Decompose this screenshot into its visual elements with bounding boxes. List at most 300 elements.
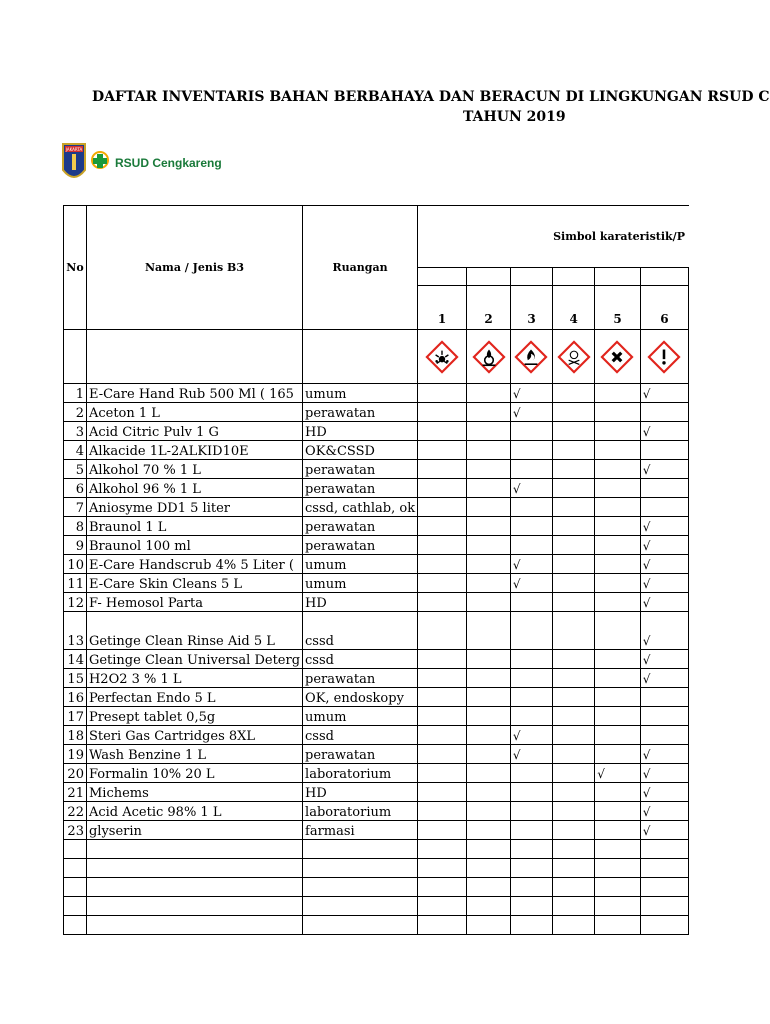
- row-symbol-6-cell: √: [640, 517, 688, 536]
- row-symbol-3-cell: √: [510, 745, 552, 764]
- row-symbol-5-cell: [595, 650, 641, 669]
- row-symbol-5-cell: [595, 878, 641, 897]
- table-row: [64, 878, 689, 897]
- row-symbol-2-cell: [467, 555, 511, 574]
- row-symbol-1-cell: [418, 422, 467, 441]
- row-symbol-6-cell: [640, 726, 688, 745]
- row-ruangan: perawatan: [303, 745, 418, 764]
- row-symbol-1-cell: [418, 916, 467, 935]
- row-symbol-5-cell: [595, 517, 641, 536]
- row-symbol-1-cell: [418, 688, 467, 707]
- pictogram-cell-1: [418, 330, 467, 384]
- document-title: DAFTAR INVENTARIS BAHAN BERBAHAYA DAN BERACUN DI LINGKUNGAN RSUD C: [92, 89, 770, 105]
- row-symbol-2-cell: [467, 441, 511, 460]
- row-symbol-1-cell: [418, 726, 467, 745]
- row-symbol-3-cell: √: [510, 555, 552, 574]
- row-symbol-5-cell: [595, 669, 641, 688]
- row-nama: Getinge Clean Rinse Aid 5 L: [86, 612, 302, 650]
- row-symbol-1-cell: [418, 479, 467, 498]
- row-symbol-3-cell: [510, 821, 552, 840]
- row-ruangan: perawatan: [303, 403, 418, 422]
- row-symbol-3-cell: √: [510, 384, 552, 403]
- row-symbol-1-cell: [418, 593, 467, 612]
- row-symbol-5-cell: [595, 498, 641, 517]
- row-symbol-4-cell: [553, 536, 595, 555]
- row-ruangan: umum: [303, 555, 418, 574]
- row-symbol-2-cell: [467, 669, 511, 688]
- row-symbol-3-cell: [510, 669, 552, 688]
- row-symbol-1-cell: [418, 897, 467, 916]
- row-number: 11: [64, 574, 87, 593]
- row-symbol-2-cell: [467, 707, 511, 726]
- row-symbol-3-cell: [510, 707, 552, 726]
- row-symbol-6-cell: √: [640, 536, 688, 555]
- row-symbol-4-cell: [553, 422, 595, 441]
- row-symbol-4-cell: [553, 840, 595, 859]
- document-year: TAHUN 2019: [463, 109, 566, 125]
- row-symbol-3-cell: [510, 783, 552, 802]
- table-row: [64, 498, 689, 517]
- row-symbol-6-cell: [640, 688, 688, 707]
- symbol-number-2: 2: [467, 286, 511, 330]
- table-row: [64, 916, 689, 935]
- row-ruangan: HD: [303, 783, 418, 802]
- table-row: [64, 479, 689, 498]
- row-number: 15: [64, 669, 87, 688]
- row-symbol-4-cell: [553, 726, 595, 745]
- row-ruangan: laboratorium: [303, 764, 418, 783]
- row-ruangan: [303, 916, 418, 935]
- row-ruangan: umum: [303, 574, 418, 593]
- row-symbol-4-cell: [553, 460, 595, 479]
- row-symbol-3-cell: [510, 650, 552, 669]
- row-nama: Aceton 1 L: [86, 403, 302, 422]
- row-symbol-3-cell: [510, 802, 552, 821]
- header-sub-cell: [418, 268, 467, 286]
- pictogram-cell-2: [467, 330, 511, 384]
- symbol-number-5: 5: [595, 286, 641, 330]
- row-symbol-6-cell: √: [640, 669, 688, 688]
- row-symbol-4-cell: [553, 650, 595, 669]
- row-ruangan: farmasi: [303, 821, 418, 840]
- row-ruangan: cssd: [303, 726, 418, 745]
- row-symbol-6-cell: [640, 859, 688, 878]
- inventory-table: [63, 205, 689, 935]
- row-nama: Alkohol 70 % 1 L: [86, 460, 302, 479]
- row-symbol-2-cell: [467, 536, 511, 555]
- row-symbol-1-cell: [418, 612, 467, 650]
- row-symbol-6-cell: √: [640, 593, 688, 612]
- row-symbol-3-cell: √: [510, 479, 552, 498]
- row-symbol-6-cell: [640, 878, 688, 897]
- row-symbol-3-cell: [510, 441, 552, 460]
- row-symbol-6-cell: √: [640, 802, 688, 821]
- row-ruangan: perawatan: [303, 460, 418, 479]
- table-row: [64, 460, 689, 479]
- row-number: 7: [64, 498, 87, 517]
- row-symbol-6-cell: [640, 897, 688, 916]
- logo-text: RSUD Cengkareng: [115, 156, 222, 170]
- explosive-icon: [426, 341, 458, 373]
- row-nama: Alkacide 1L-2ALKID10E: [86, 441, 302, 460]
- row-number: 2: [64, 403, 87, 422]
- table-row: [64, 783, 689, 802]
- table-row: [64, 555, 689, 574]
- row-number: 12: [64, 593, 87, 612]
- row-number: 21: [64, 783, 87, 802]
- row-nama: Braunol 100 ml: [86, 536, 302, 555]
- row-symbol-2-cell: [467, 498, 511, 517]
- row-symbol-1-cell: [418, 669, 467, 688]
- table-row: [64, 612, 689, 650]
- logo-seal-text: JAKARTA: [65, 147, 83, 152]
- row-nama: Acid Citric Pulv 1 G: [86, 422, 302, 441]
- row-symbol-2-cell: [467, 726, 511, 745]
- row-number: [64, 878, 87, 897]
- row-symbol-1-cell: [418, 859, 467, 878]
- harmful-icon: [601, 341, 633, 373]
- row-symbol-2-cell: [467, 460, 511, 479]
- row-symbol-4-cell: [553, 384, 595, 403]
- row-symbol-3-cell: [510, 897, 552, 916]
- table-row: [64, 574, 689, 593]
- row-symbol-6-cell: √: [640, 783, 688, 802]
- row-symbol-2-cell: [467, 688, 511, 707]
- row-symbol-5-cell: [595, 441, 641, 460]
- header-ruangan: Ruangan: [303, 206, 418, 330]
- row-symbol-1-cell: [418, 441, 467, 460]
- row-symbol-3-cell: √: [510, 403, 552, 422]
- row-ruangan: cssd: [303, 650, 418, 669]
- row-symbol-5-cell: √: [595, 764, 641, 783]
- row-symbol-5-cell: [595, 403, 641, 422]
- row-nama: H2O2 3 % 1 L: [86, 669, 302, 688]
- table-row: [64, 422, 689, 441]
- row-symbol-5-cell: [595, 593, 641, 612]
- header-sub-cell: [595, 268, 641, 286]
- row-number: 4: [64, 441, 87, 460]
- row-symbol-1-cell: [418, 764, 467, 783]
- row-symbol-1-cell: [418, 878, 467, 897]
- row-nama: Aniosyme DD1 5 liter: [86, 498, 302, 517]
- pictogram-row: [64, 330, 689, 384]
- row-ruangan: umum: [303, 707, 418, 726]
- row-number: 22: [64, 802, 87, 821]
- row-symbol-2-cell: [467, 574, 511, 593]
- row-symbol-6-cell: √: [640, 821, 688, 840]
- row-symbol-4-cell: [553, 897, 595, 916]
- row-symbol-2-cell: [467, 612, 511, 650]
- row-symbol-1-cell: [418, 821, 467, 840]
- symbol-number-1: 1: [418, 286, 467, 330]
- row-symbol-3-cell: [510, 498, 552, 517]
- row-symbol-4-cell: [553, 574, 595, 593]
- table-row: [64, 441, 689, 460]
- row-symbol-2-cell: [467, 650, 511, 669]
- row-number: 9: [64, 536, 87, 555]
- row-symbol-4-cell: [553, 707, 595, 726]
- row-symbol-3-cell: [510, 840, 552, 859]
- row-number: 16: [64, 688, 87, 707]
- row-number: 1: [64, 384, 87, 403]
- row-symbol-5-cell: [595, 555, 641, 574]
- table-row: [64, 802, 689, 821]
- row-symbol-6-cell: √: [640, 384, 688, 403]
- irritant-icon: [648, 341, 680, 373]
- row-ruangan: OK, endoskopy: [303, 688, 418, 707]
- row-symbol-3-cell: [510, 764, 552, 783]
- row-symbol-1-cell: [418, 707, 467, 726]
- row-number: [64, 840, 87, 859]
- row-ruangan: [303, 859, 418, 878]
- table-row: [64, 517, 689, 536]
- row-number: [64, 916, 87, 935]
- row-symbol-2-cell: [467, 593, 511, 612]
- row-symbol-4-cell: [553, 479, 595, 498]
- row-number: 5: [64, 460, 87, 479]
- row-ruangan: laboratorium: [303, 802, 418, 821]
- symbol-number-6: 6: [640, 286, 688, 330]
- row-nama: Presept tablet 0,5g: [86, 707, 302, 726]
- row-symbol-1-cell: [418, 745, 467, 764]
- row-symbol-5-cell: [595, 536, 641, 555]
- row-symbol-1-cell: [418, 783, 467, 802]
- pictogram-cell-5: [595, 330, 641, 384]
- row-symbol-3-cell: [510, 593, 552, 612]
- row-symbol-4-cell: [553, 555, 595, 574]
- row-symbol-5-cell: [595, 745, 641, 764]
- row-ruangan: perawatan: [303, 536, 418, 555]
- row-symbol-3-cell: [510, 859, 552, 878]
- row-number: 23: [64, 821, 87, 840]
- header-sub-cell: [553, 268, 595, 286]
- row-ruangan: cssd: [303, 612, 418, 650]
- row-symbol-5-cell: [595, 859, 641, 878]
- row-symbol-5-cell: [595, 821, 641, 840]
- row-symbol-5-cell: [595, 422, 641, 441]
- row-symbol-5-cell: [595, 688, 641, 707]
- row-ruangan: HD: [303, 593, 418, 612]
- pictogram-cell-4: [553, 330, 595, 384]
- row-nama: Alkohol 96 % 1 L: [86, 479, 302, 498]
- header-sub-cell: [640, 268, 688, 286]
- row-symbol-5-cell: [595, 783, 641, 802]
- header-symbol-group: Simbol karateristik/P: [418, 206, 689, 268]
- table-row: [64, 669, 689, 688]
- row-symbol-5-cell: [595, 384, 641, 403]
- row-number: 10: [64, 555, 87, 574]
- row-symbol-6-cell: √: [640, 764, 688, 783]
- row-symbol-1-cell: [418, 650, 467, 669]
- row-symbol-3-cell: [510, 460, 552, 479]
- row-symbol-2-cell: [467, 764, 511, 783]
- row-symbol-2-cell: [467, 840, 511, 859]
- row-symbol-5-cell: [595, 916, 641, 935]
- row-symbol-6-cell: [640, 403, 688, 422]
- row-symbol-2-cell: [467, 802, 511, 821]
- row-symbol-1-cell: [418, 574, 467, 593]
- row-symbol-4-cell: [553, 859, 595, 878]
- table-row: [64, 707, 689, 726]
- row-nama: Formalin 10% 20 L: [86, 764, 302, 783]
- row-symbol-5-cell: [595, 460, 641, 479]
- row-symbol-1-cell: [418, 536, 467, 555]
- row-symbol-4-cell: [553, 688, 595, 707]
- row-symbol-5-cell: [595, 479, 641, 498]
- row-nama: E-Care Hand Rub 500 Ml ( 165: [86, 384, 302, 403]
- row-symbol-4-cell: [553, 821, 595, 840]
- row-symbol-3-cell: [510, 916, 552, 935]
- row-symbol-2-cell: [467, 878, 511, 897]
- row-nama: [86, 878, 302, 897]
- row-nama: E-Care Skin Cleans 5 L: [86, 574, 302, 593]
- pictogram-blank: [86, 330, 302, 384]
- row-symbol-2-cell: [467, 384, 511, 403]
- table-row: [64, 593, 689, 612]
- table-row: [64, 764, 689, 783]
- header-row-1: [64, 206, 689, 268]
- row-symbol-6-cell: [640, 441, 688, 460]
- row-symbol-4-cell: [553, 593, 595, 612]
- row-symbol-5-cell: [595, 726, 641, 745]
- row-ruangan: perawatan: [303, 517, 418, 536]
- row-symbol-2-cell: [467, 916, 511, 935]
- row-symbol-3-cell: [510, 612, 552, 650]
- row-nama: glyserin: [86, 821, 302, 840]
- row-symbol-4-cell: [553, 669, 595, 688]
- row-symbol-6-cell: √: [640, 745, 688, 764]
- row-number: 14: [64, 650, 87, 669]
- pictogram-cell-6: [640, 330, 688, 384]
- row-symbol-2-cell: [467, 422, 511, 441]
- row-number: 19: [64, 745, 87, 764]
- table-row: [64, 859, 689, 878]
- row-number: [64, 859, 87, 878]
- row-ruangan: perawatan: [303, 669, 418, 688]
- row-symbol-3-cell: √: [510, 574, 552, 593]
- row-number: [64, 897, 87, 916]
- row-ruangan: cssd, cathlab, ok: [303, 498, 418, 517]
- row-nama: Steri Gas Cartridges 8XL: [86, 726, 302, 745]
- row-symbol-6-cell: √: [640, 555, 688, 574]
- pictogram-cell-3: [510, 330, 552, 384]
- table-row: [64, 897, 689, 916]
- row-symbol-5-cell: [595, 612, 641, 650]
- row-number: 8: [64, 517, 87, 536]
- row-symbol-6-cell: √: [640, 650, 688, 669]
- row-nama: Michems: [86, 783, 302, 802]
- table-row: [64, 688, 689, 707]
- row-symbol-4-cell: [553, 441, 595, 460]
- table-row: [64, 745, 689, 764]
- row-nama: Braunol 1 L: [86, 517, 302, 536]
- row-symbol-4-cell: [553, 403, 595, 422]
- row-ruangan: HD: [303, 422, 418, 441]
- table-row: [64, 536, 689, 555]
- row-ruangan: [303, 897, 418, 916]
- table-row: [64, 840, 689, 859]
- row-symbol-2-cell: [467, 821, 511, 840]
- row-nama: [86, 897, 302, 916]
- row-symbol-6-cell: [640, 840, 688, 859]
- row-symbol-6-cell: [640, 479, 688, 498]
- row-number: 13: [64, 612, 87, 650]
- row-symbol-2-cell: [467, 403, 511, 422]
- row-symbol-4-cell: [553, 764, 595, 783]
- row-symbol-1-cell: [418, 840, 467, 859]
- row-ruangan: [303, 840, 418, 859]
- header-no: No: [64, 206, 87, 330]
- row-symbol-4-cell: [553, 745, 595, 764]
- row-symbol-1-cell: [418, 802, 467, 821]
- row-symbol-2-cell: [467, 897, 511, 916]
- row-nama: Perfectan Endo 5 L: [86, 688, 302, 707]
- oxidizer-icon: [473, 341, 505, 373]
- row-symbol-6-cell: [640, 707, 688, 726]
- row-symbol-1-cell: [418, 384, 467, 403]
- row-nama: [86, 916, 302, 935]
- row-symbol-6-cell: √: [640, 422, 688, 441]
- row-symbol-4-cell: [553, 802, 595, 821]
- row-symbol-3-cell: [510, 536, 552, 555]
- row-ruangan: umum: [303, 384, 418, 403]
- row-ruangan: perawatan: [303, 479, 418, 498]
- row-symbol-2-cell: [467, 745, 511, 764]
- row-symbol-3-cell: [510, 422, 552, 441]
- row-nama: Acid Acetic 98% 1 L: [86, 802, 302, 821]
- row-symbol-6-cell: [640, 916, 688, 935]
- table-row: [64, 384, 689, 403]
- table-row: [64, 821, 689, 840]
- row-nama: Wash Benzine 1 L: [86, 745, 302, 764]
- row-symbol-2-cell: [467, 517, 511, 536]
- flammable-icon: [515, 341, 547, 373]
- row-nama: F- Hemosol Parta: [86, 593, 302, 612]
- row-symbol-3-cell: [510, 517, 552, 536]
- row-number: 6: [64, 479, 87, 498]
- row-number: 20: [64, 764, 87, 783]
- row-symbol-1-cell: [418, 517, 467, 536]
- row-nama: [86, 840, 302, 859]
- row-symbol-4-cell: [553, 878, 595, 897]
- row-nama: E-Care Handscrub 4% 5 Liter (: [86, 555, 302, 574]
- row-symbol-4-cell: [553, 783, 595, 802]
- row-number: 17: [64, 707, 87, 726]
- row-symbol-5-cell: [595, 840, 641, 859]
- row-number: 18: [64, 726, 87, 745]
- table-row: [64, 650, 689, 669]
- row-symbol-5-cell: [595, 802, 641, 821]
- header-sub-cell: [467, 268, 511, 286]
- row-symbol-5-cell: [595, 897, 641, 916]
- row-symbol-5-cell: [595, 574, 641, 593]
- row-symbol-2-cell: [467, 479, 511, 498]
- row-symbol-2-cell: [467, 859, 511, 878]
- row-symbol-6-cell: [640, 498, 688, 517]
- toxic-icon: [558, 341, 590, 373]
- row-number: 3: [64, 422, 87, 441]
- row-symbol-3-cell: √: [510, 726, 552, 745]
- symbol-number-4: 4: [553, 286, 595, 330]
- pictogram-blank: [303, 330, 418, 384]
- table-row: [64, 726, 689, 745]
- row-symbol-3-cell: [510, 878, 552, 897]
- row-symbol-3-cell: [510, 688, 552, 707]
- row-ruangan: [303, 878, 418, 897]
- row-nama: Getinge Clean Universal Deterg: [86, 650, 302, 669]
- row-symbol-2-cell: [467, 783, 511, 802]
- row-symbol-6-cell: √: [640, 612, 688, 650]
